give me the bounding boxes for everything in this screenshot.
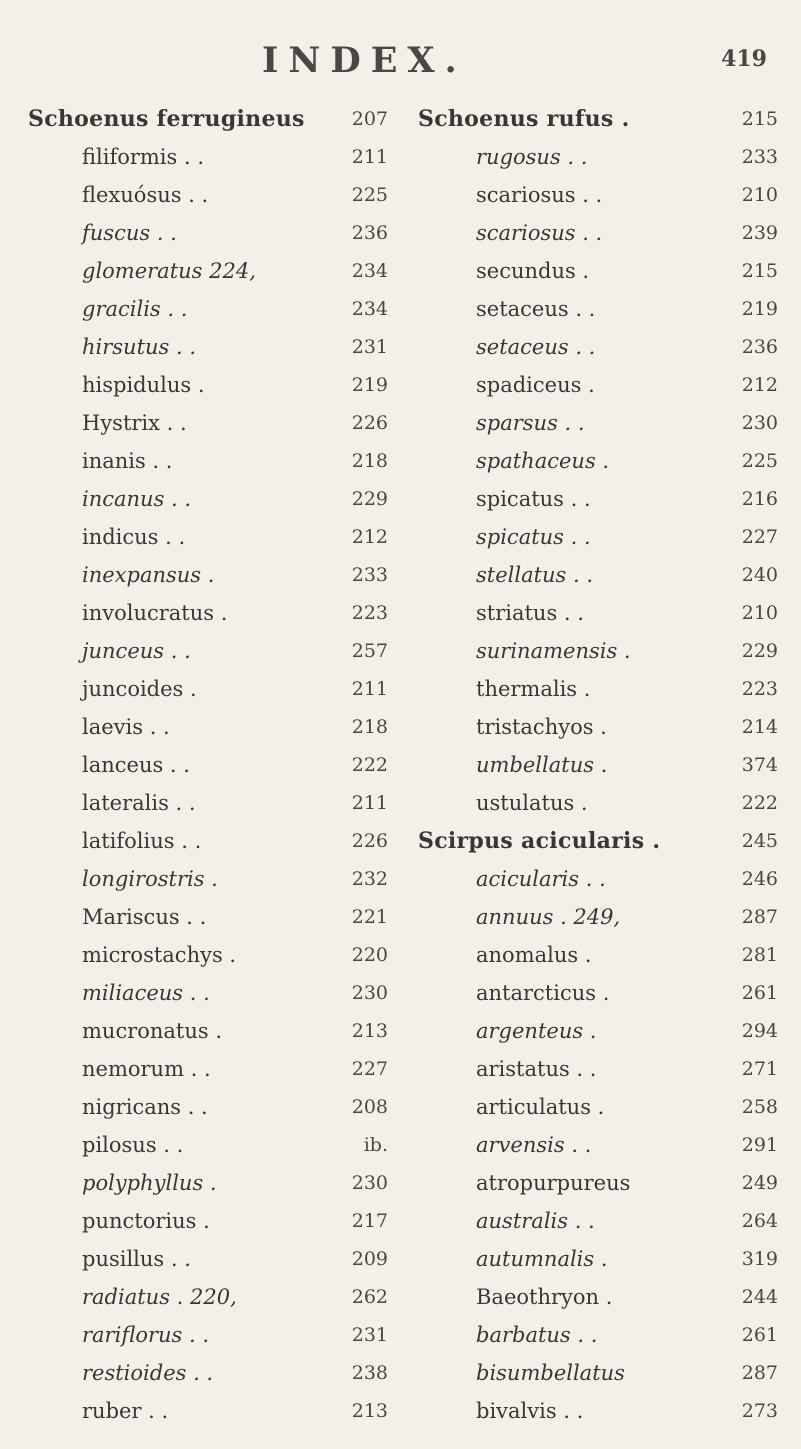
index-entry <box>408 1354 778 1392</box>
entry-term: spicatus . . <box>476 525 591 549</box>
index-entry <box>408 860 778 898</box>
entry-page-reference: 249 <box>741 1172 778 1194</box>
page-header <box>0 40 801 80</box>
entry-page-reference: 234 <box>351 260 388 282</box>
entry-page-reference: 271 <box>741 1058 778 1080</box>
entry-term: arvensis . . <box>476 1133 592 1157</box>
entry-page-reference: 229 <box>351 488 388 510</box>
entry-page-reference: 221 <box>351 906 388 928</box>
index-entry <box>28 518 388 556</box>
entry-term: spadiceus . <box>476 373 595 397</box>
index-entry <box>28 1316 388 1354</box>
entry-term: aristatus . . <box>476 1057 597 1081</box>
entry-page-reference: 215 <box>741 260 778 282</box>
entry-page-reference: 262 <box>351 1286 388 1308</box>
entry-page-reference: 287 <box>741 1362 778 1384</box>
index-entry <box>28 1354 388 1392</box>
entry-page-reference: 319 <box>741 1248 778 1270</box>
entry-term: microstachys . <box>82 943 237 967</box>
index-entry <box>408 1202 778 1240</box>
index-entry <box>408 974 778 1012</box>
entry-page-reference: 261 <box>741 1324 778 1346</box>
index-column-left <box>28 100 388 1430</box>
entry-page-reference: 229 <box>741 640 778 662</box>
entry-term: incanus . . <box>82 487 192 511</box>
entry-page-reference: 245 <box>741 830 778 852</box>
entry-page-reference: 231 <box>351 336 388 358</box>
index-entry <box>28 1012 388 1050</box>
entry-term: setaceus . . <box>476 335 596 359</box>
entry-term: radiatus . 220, <box>82 1285 237 1309</box>
index-entry-genus <box>28 100 388 138</box>
entry-term: atropurpureus <box>476 1171 631 1195</box>
index-entry <box>408 404 778 442</box>
index-entry <box>408 138 778 176</box>
entry-term: antarcticus . <box>476 981 610 1005</box>
entry-term: latifolius . . <box>82 829 202 853</box>
entry-term: indicus . . <box>82 525 186 549</box>
entry-term: junceus . . <box>82 639 191 663</box>
entry-term: nigricans . . <box>82 1095 208 1119</box>
entry-term: autumnalis . <box>476 1247 608 1271</box>
entry-page-reference: 225 <box>351 184 388 206</box>
entry-page-reference: 223 <box>351 602 388 624</box>
index-entry <box>28 1050 388 1088</box>
entry-term: hirsutus . . <box>82 335 197 359</box>
entry-term: scariosus . . <box>476 221 603 245</box>
entry-term: laevis . . <box>82 715 170 739</box>
index-entry <box>408 176 778 214</box>
index-entry <box>408 366 778 404</box>
entry-term: bisumbellatus <box>476 1361 625 1385</box>
index-entry <box>408 632 778 670</box>
entry-page-reference: 294 <box>741 1020 778 1042</box>
index-entry <box>408 1240 778 1278</box>
index-entry <box>28 480 388 518</box>
entry-page-reference: 222 <box>741 792 778 814</box>
entry-term: gracilis . . <box>82 297 188 321</box>
index-entry <box>28 1164 388 1202</box>
index-entry <box>408 442 778 480</box>
index-entry <box>28 898 388 936</box>
entry-term: tristachyos . <box>476 715 607 739</box>
entry-page-reference: 214 <box>741 716 778 738</box>
entry-term: nemorum . . <box>82 1057 211 1081</box>
entry-term: acicularis . . <box>476 867 606 891</box>
index-entry <box>408 480 778 518</box>
entry-page-reference: 246 <box>741 868 778 890</box>
index-entry <box>408 214 778 252</box>
entry-term: Hystrix . . <box>82 411 187 435</box>
index-entry <box>28 594 388 632</box>
entry-page-reference: 209 <box>351 1248 388 1270</box>
entry-page-reference: 261 <box>741 982 778 1004</box>
index-entry <box>408 1012 778 1050</box>
entry-term: ruber . . <box>82 1399 169 1423</box>
index-entry <box>408 784 778 822</box>
entry-page-reference: 231 <box>351 1324 388 1346</box>
index-entry <box>28 746 388 784</box>
index-entry <box>28 176 388 214</box>
entry-page-reference: 208 <box>351 1096 388 1118</box>
index-entry <box>28 328 388 366</box>
entry-term: pusillus . . <box>82 1247 191 1271</box>
entry-page-reference: 236 <box>741 336 778 358</box>
entry-term: miliaceus . . <box>82 981 210 1005</box>
entry-term: longirostris . <box>82 867 218 891</box>
entry-page-reference: 236 <box>351 222 388 244</box>
entry-term: restioides . . <box>82 1361 214 1385</box>
entry-page-reference: 219 <box>741 298 778 320</box>
entry-page-reference: 257 <box>351 640 388 662</box>
index-entry <box>28 974 388 1012</box>
index-entry <box>28 1278 388 1316</box>
entry-page-reference: 226 <box>351 830 388 852</box>
index-entry <box>408 518 778 556</box>
index-entry <box>408 898 778 936</box>
entry-page-reference: 218 <box>351 716 388 738</box>
entry-page-reference: 211 <box>351 146 388 168</box>
entry-term: anomalus . <box>476 943 592 967</box>
entry-page-reference: 211 <box>351 678 388 700</box>
entry-page-reference: 210 <box>741 602 778 624</box>
page-number: 419 <box>721 46 767 72</box>
entry-term: australis . . <box>476 1209 595 1233</box>
entry-term: spicatus . . <box>476 487 591 511</box>
entry-page-reference: 211 <box>351 792 388 814</box>
index-entry <box>408 328 778 366</box>
index-entry <box>28 214 388 252</box>
entry-term: argenteus . <box>476 1019 597 1043</box>
index-entry <box>28 860 388 898</box>
index-entry <box>408 1050 778 1088</box>
entry-term: spathaceus . <box>476 449 610 473</box>
entry-term: inexpansus . <box>82 563 215 587</box>
entry-page-reference: 240 <box>741 564 778 586</box>
index-entry <box>28 1392 388 1430</box>
index-entry <box>28 822 388 860</box>
entry-term: scariosus . . <box>476 183 603 207</box>
entry-term: Schoenus ferrugineus <box>28 106 305 132</box>
index-entry <box>408 670 778 708</box>
entry-term: Scirpus acicularis . <box>418 828 661 854</box>
entry-page-reference: 234 <box>351 298 388 320</box>
entry-term: rugosus . . <box>476 145 588 169</box>
index-entry <box>28 556 388 594</box>
entry-page-reference: 220 <box>351 944 388 966</box>
entry-term: flexuósus . . <box>82 183 209 207</box>
entry-page-reference: 264 <box>741 1210 778 1232</box>
index-entry <box>28 290 388 328</box>
index-entry <box>408 556 778 594</box>
index-entry-genus <box>408 822 778 860</box>
index-entry <box>28 708 388 746</box>
entry-page-reference: 230 <box>351 1172 388 1194</box>
entry-page-reference: 226 <box>351 412 388 434</box>
entry-page-reference: 227 <box>351 1058 388 1080</box>
index-entry <box>28 1126 388 1164</box>
entry-page-reference: 216 <box>741 488 778 510</box>
entry-term: polyphyllus . <box>82 1171 217 1195</box>
entry-page-reference: 273 <box>741 1400 778 1422</box>
entry-page-reference: 287 <box>741 906 778 928</box>
entry-page-reference: 258 <box>741 1096 778 1118</box>
entry-page-reference: 225 <box>741 450 778 472</box>
index-entry <box>408 1088 778 1126</box>
entry-term: thermalis . <box>476 677 591 701</box>
index-entry <box>28 1240 388 1278</box>
entry-term: pilosus . . <box>82 1133 184 1157</box>
index-column-right <box>408 100 778 1430</box>
index-entry <box>408 936 778 974</box>
entry-page-reference: 222 <box>351 754 388 776</box>
entry-term: Baeothryon . <box>476 1285 613 1309</box>
entry-term: Schoenus rufus . <box>418 106 630 132</box>
entry-page-reference: 213 <box>351 1400 388 1422</box>
entry-page-reference: 218 <box>351 450 388 472</box>
index-entry <box>28 1088 388 1126</box>
index-entry-genus <box>408 100 778 138</box>
entry-term: mucronatus . <box>82 1019 223 1043</box>
entry-term: sparsus . . <box>476 411 585 435</box>
entry-page-reference: 212 <box>741 374 778 396</box>
entry-term: barbatus . . <box>476 1323 598 1347</box>
entry-term: punctorius . <box>82 1209 210 1233</box>
entry-page-reference: 291 <box>741 1134 778 1156</box>
entry-page-reference: 233 <box>741 146 778 168</box>
index-entry <box>408 1126 778 1164</box>
entry-term: fuscus . . <box>82 221 177 245</box>
entry-page-reference: 238 <box>351 1362 388 1384</box>
entry-term: lanceus . . <box>82 753 190 777</box>
entry-term: lateralis . . <box>82 791 196 815</box>
entry-term: secundus . <box>476 259 590 283</box>
entry-page-reference: 223 <box>741 678 778 700</box>
entry-page-reference: 210 <box>741 184 778 206</box>
index-entry <box>28 670 388 708</box>
entry-page-reference: 212 <box>351 526 388 548</box>
entry-term: hispidulus . <box>82 373 205 397</box>
entry-term: ustulatus . <box>476 791 588 815</box>
index-entry <box>28 404 388 442</box>
index-entry <box>408 1392 778 1430</box>
entry-term: surinamensis . <box>476 639 631 663</box>
entry-page-reference: 215 <box>741 108 778 130</box>
entry-term: setaceus . . <box>476 297 596 321</box>
entry-term: umbellatus . <box>476 753 608 777</box>
index-entry <box>28 1202 388 1240</box>
entry-page-reference: 213 <box>351 1020 388 1042</box>
entry-page-reference: 219 <box>351 374 388 396</box>
index-entry <box>408 252 778 290</box>
entry-page-reference: 230 <box>741 412 778 434</box>
entry-term: glomeratus 224, <box>82 259 256 283</box>
entry-term: striatus . . <box>476 601 584 625</box>
entry-term: Mariscus . . <box>82 905 207 929</box>
entry-term: juncoides . <box>82 677 197 701</box>
entry-term: annuus . 249, <box>476 905 621 929</box>
index-entry <box>28 632 388 670</box>
entry-page-reference: 239 <box>741 222 778 244</box>
index-entry <box>408 1164 778 1202</box>
index-entry <box>408 746 778 784</box>
entry-page-reference: 233 <box>351 564 388 586</box>
index-entry <box>28 442 388 480</box>
entry-page-reference: 281 <box>741 944 778 966</box>
entry-page-reference: 244 <box>741 1286 778 1308</box>
entry-term: filiformis . . <box>82 145 205 169</box>
index-entry <box>28 366 388 404</box>
entry-term: bivalvis . . <box>476 1399 584 1423</box>
index-entry <box>28 784 388 822</box>
index-entry <box>408 290 778 328</box>
index-entry <box>408 1278 778 1316</box>
index-entry <box>408 1316 778 1354</box>
index-entry <box>408 594 778 632</box>
entry-term: stellatus . . <box>476 563 594 587</box>
index-entry <box>28 252 388 290</box>
entry-term: inanis . . <box>82 449 173 473</box>
entry-page-reference: 232 <box>351 868 388 890</box>
entry-page-reference: 207 <box>351 108 388 130</box>
entry-term: involucratus . <box>82 601 228 625</box>
index-entry <box>28 138 388 176</box>
entry-page-reference: 374 <box>741 754 778 776</box>
page-title: INDEX. <box>262 40 467 81</box>
entry-term: rariflorus . . <box>82 1323 210 1347</box>
entry-page-reference: 227 <box>741 526 778 548</box>
entry-page-reference: ib. <box>363 1134 388 1156</box>
entry-page-reference: 217 <box>351 1210 388 1232</box>
entry-page-reference: 230 <box>351 982 388 1004</box>
index-entry <box>408 708 778 746</box>
index-entry <box>28 936 388 974</box>
entry-term: articulatus . <box>476 1095 605 1119</box>
